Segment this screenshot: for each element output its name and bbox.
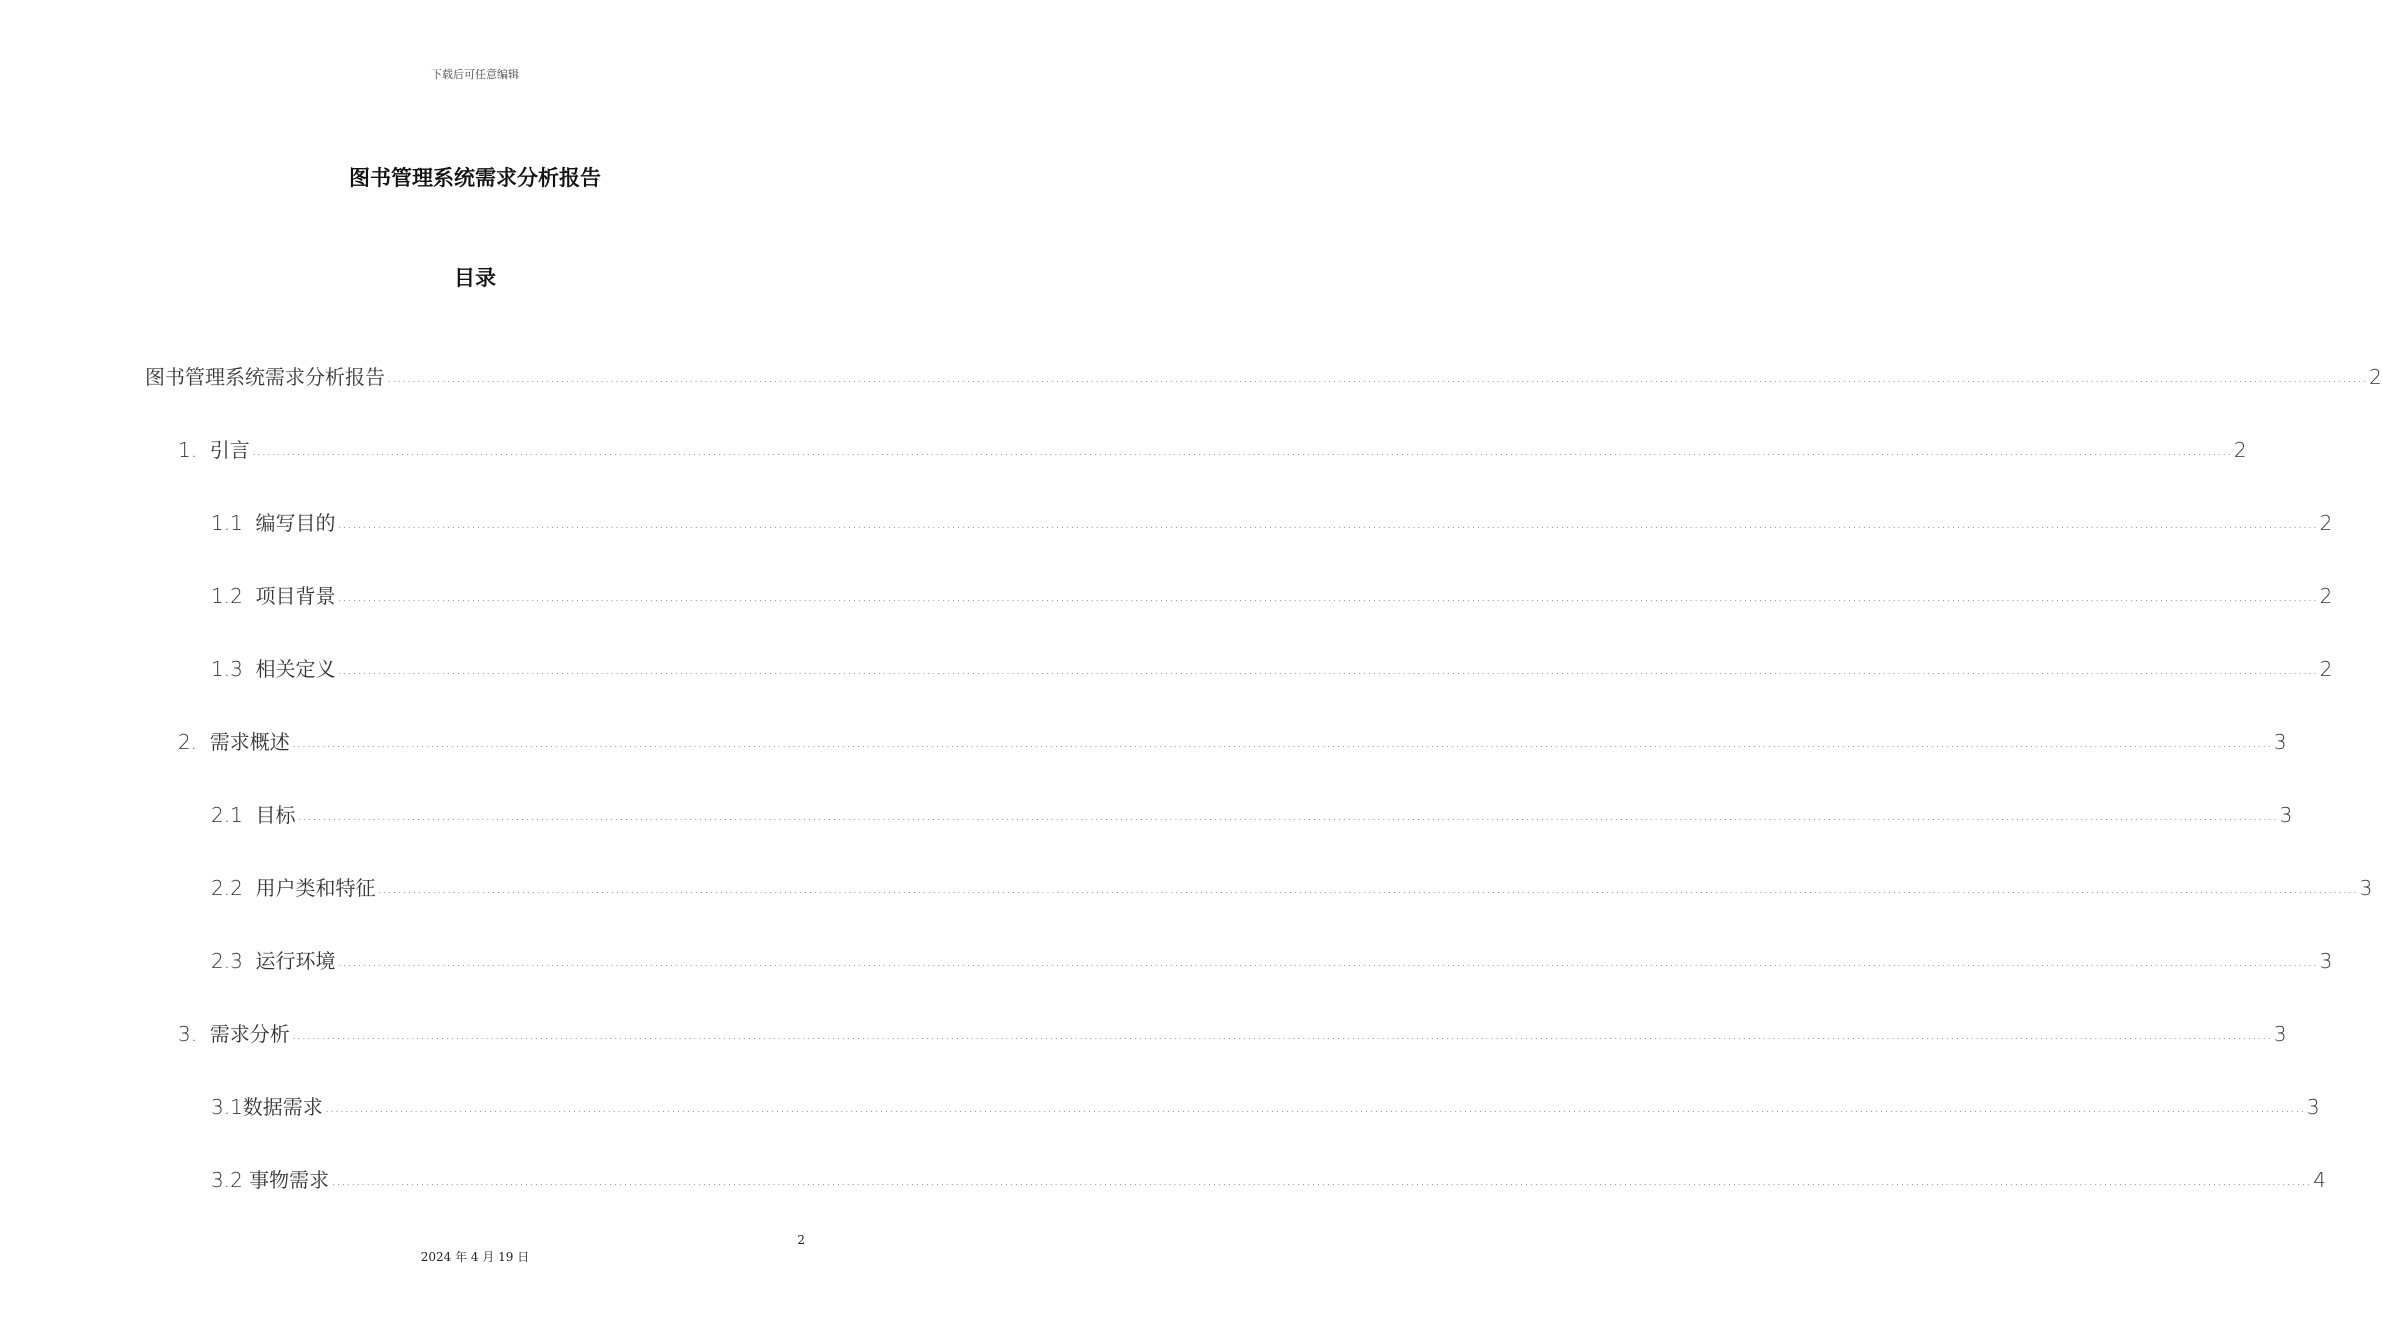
toc-dot-leader: ................................................................................................................................................................................................................................................................................................................................................................................................................	[337, 662, 2318, 678]
toc-entry-page: 3	[2273, 1022, 2287, 1046]
toc-entry-page: 3	[2306, 1095, 2320, 1119]
toc-entry-page: 3	[2319, 949, 2333, 973]
toc-entry[interactable]	[178, 1019, 2287, 1049]
toc-entry-label: 2. 需求概述	[178, 730, 290, 754]
toc-dot-leader: ................................................................................................................................................................................................................................................................................................................................................................................................................	[337, 954, 2318, 970]
toc-entry-label: 1.1 编写目的	[211, 511, 336, 535]
toc-entry-page: 2	[2319, 584, 2333, 608]
toc-entry-page: 3	[2279, 803, 2293, 827]
toc-entry-page: 4	[2313, 1168, 2326, 1192]
toc-entry-label: 2.1 目标	[211, 803, 296, 827]
toc-entry[interactable]	[178, 435, 2247, 465]
toc-entry-page: 2	[2319, 511, 2333, 535]
toc-dot-leader: ................................................................................................................................................................................................................................................................................................................................................................................................................	[337, 516, 2318, 532]
toc-entry-label: 3.2 事物需求	[211, 1168, 330, 1192]
toc-dot-leader: ................................................................................................................................................................................................................................................................................................................................................................................................................	[297, 808, 2278, 824]
toc-entry[interactable]	[211, 1165, 2326, 1195]
toc-dot-leader: ................................................................................................................................................................................................................................................................................................................................................................................................................	[291, 1027, 2272, 1043]
toc-entry-label: 1.2 项目背景	[211, 584, 336, 608]
toc-entry-label: 图书管理系统需求分析报告	[145, 365, 385, 389]
toc-entry-label: 3.1数据需求	[211, 1095, 323, 1119]
toc-entry[interactable]	[211, 873, 2373, 903]
toc-entry[interactable]	[178, 727, 2287, 757]
header-note: 下载后可任意编辑	[431, 68, 519, 81]
toc-entry-page: 2	[2233, 438, 2247, 462]
toc-entry-page: 2	[2369, 365, 2382, 389]
toc-entry[interactable]	[211, 1092, 2320, 1122]
toc-dot-leader: ................................................................................................................................................................................................................................................................................................................................................................................................................	[337, 589, 2318, 605]
toc-entry-page: 3	[2359, 876, 2373, 900]
toc-entry[interactable]	[211, 581, 2333, 611]
toc-entry-label: 3. 需求分析	[178, 1022, 290, 1046]
toc-dot-leader: ................................................................................................................................................................................................................................................................................................................................................................................................................	[251, 443, 2232, 459]
toc-entry[interactable]	[211, 800, 2293, 830]
toc-entry-page: 3	[2273, 730, 2287, 754]
toc-dot-leader: ................................................................................................................................................................................................................................................................................................................................................................................................................	[324, 1100, 2305, 1116]
toc-entry[interactable]	[145, 362, 2382, 392]
page-number: 2	[797, 1233, 805, 1247]
toc-dot-leader: ................................................................................................................................................................................................................................................................................................................................................................................................................	[377, 881, 2358, 897]
toc-entry-label: 1. 引言	[178, 438, 250, 462]
toc-entry-label: 2.2 用户类和特征	[211, 876, 376, 900]
toc-dot-leader: ................................................................................................................................................................................................................................................................................................................................................................................................................	[387, 370, 2368, 386]
toc-heading: 目录	[454, 266, 496, 290]
toc-entry-label: 2.3 运行环境	[211, 949, 336, 973]
document-title: 图书管理系统需求分析报告	[349, 166, 601, 190]
footer-date: 2024 年 4 月 19 日	[420, 1250, 530, 1264]
toc-entry[interactable]	[211, 654, 2333, 684]
toc-entry[interactable]	[211, 946, 2333, 976]
toc-dot-leader: ................................................................................................................................................................................................................................................................................................................................................................................................................	[291, 735, 2272, 751]
toc-entry-page: 2	[2319, 657, 2333, 681]
toc-entry-label: 1.3 相关定义	[211, 657, 336, 681]
toc-dot-leader: ................................................................................................................................................................................................................................................................................................................................................................................................................	[331, 1173, 2312, 1189]
toc-entry[interactable]	[211, 508, 2333, 538]
